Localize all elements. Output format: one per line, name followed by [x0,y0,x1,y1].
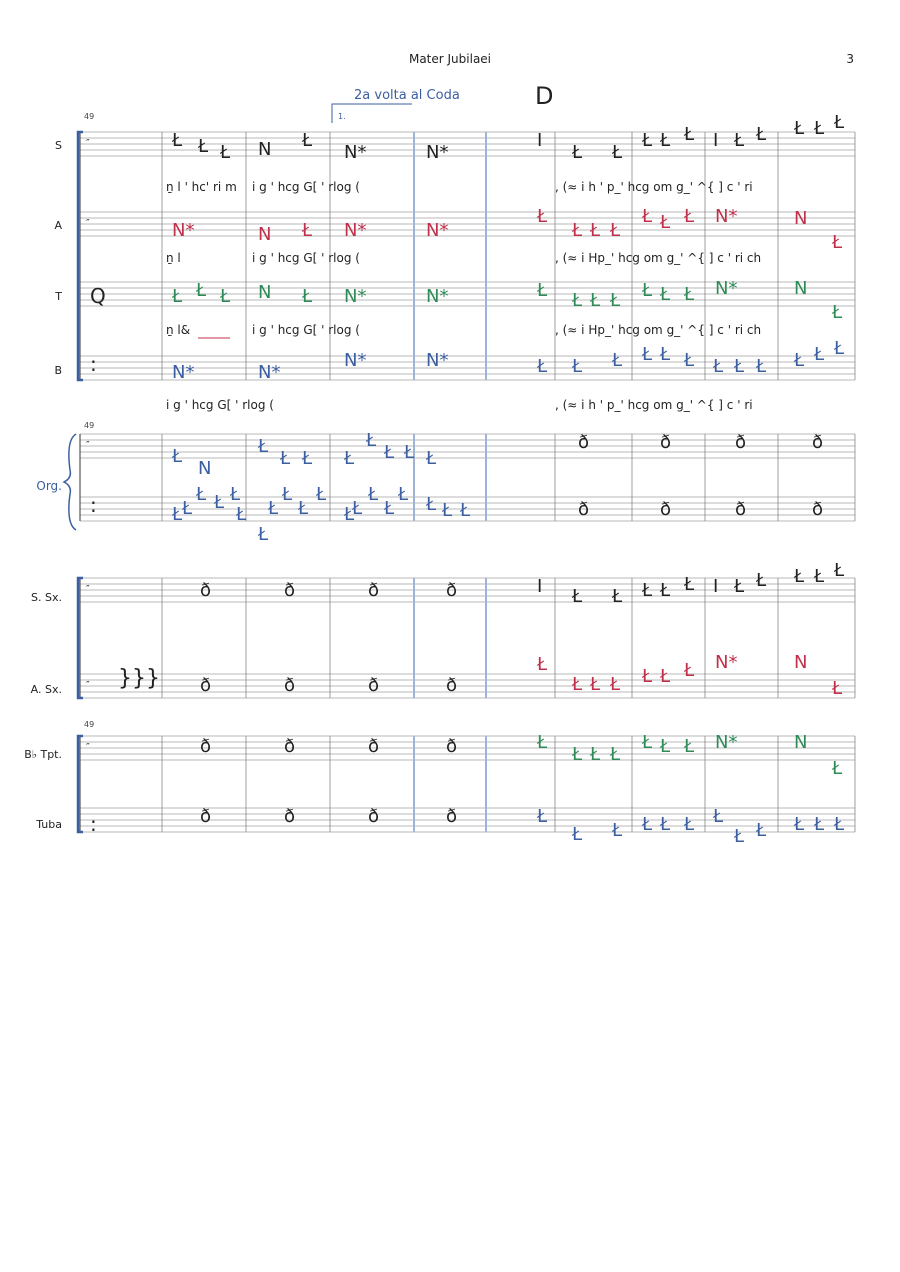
trumpet-note: Ł [610,744,621,765]
tenor-note: Ł [684,284,695,305]
tenor-note: N* [344,286,367,307]
organ-whole-note: ð [660,432,672,453]
tenor-note: Ł [572,290,583,311]
score-title: Mater Jubilaei [408,52,492,66]
organ-note: Ł [426,448,437,469]
organ-note: Ł [172,504,183,525]
soprano-note: Ł [684,124,695,145]
trumpet-note: Ł [684,736,695,757]
organ-note: Ł [214,492,225,513]
alto-sax-note: Ł [572,674,583,695]
bass-note: Ł [660,344,671,365]
organ-note: Ł [268,498,279,519]
lyric-bass-b: , (≈ i h ' p_' hcg om g_' ^{ ] c ' ri [555,398,753,412]
lyric-alto-b: i g ' hcg G[ ' rlog ( [252,251,360,265]
alto-note: N* [344,220,367,241]
organ-note: N [198,458,212,479]
lyric-alto-a: ṉ l [166,251,181,265]
staff-lines [80,132,855,832]
alto-note: N* [715,206,738,227]
organ-whole-note: ð [735,499,747,520]
tuba-note: Ł [660,814,671,835]
tenor-note: Ł [172,286,183,307]
trumpet-note: Ł [832,758,843,779]
soprano-note: Ł [198,136,209,157]
lyric-bass-a: i g ' hcg G[ ' rlog ( [166,398,274,412]
rest-whole-note: ð [284,580,296,601]
bass-clef-organ: : [90,493,97,517]
page-number: 3 [846,52,854,66]
organ-whole-note: ð [812,432,824,453]
trumpet-note: Ł [590,744,601,765]
soprano-note: Ł [220,142,231,163]
measure-number-brass: 49 [84,720,95,729]
organ-whole-note: ð [578,499,590,520]
bass-note: Ł [612,350,623,371]
soprano-sax-note: Ł [814,566,825,587]
organ-brace [64,434,76,530]
treble-clef: ″ [86,440,90,451]
tuba-note: Ł [537,806,548,827]
alto-sax-note: Ł [832,678,843,699]
lyric-soprano-c: , (≈ i h ' p_' hcg om g_' ^{ ] c ' ri [555,180,753,194]
tenor-clef: Q [90,284,106,308]
rest-whole-note: ð [368,806,380,827]
bass-note: Ł [642,344,653,365]
alto-note: Ł [660,212,671,233]
lyric-soprano-a: ṉ l ' hc' ri m [166,180,237,194]
alto-sax-note: Ł [660,666,671,687]
soprano-note: Ł [834,112,845,133]
bass-note: Ł [713,356,724,377]
instrument-label-soprano-sax: S. Sx. [31,591,62,604]
tenor-note: N [794,278,808,299]
instrument-label-alto: A [54,219,62,232]
bass-clef-tuba: : [90,812,97,836]
alto-note: Ł [537,206,548,227]
organ-note: Ł [426,494,437,515]
soprano-sax-note: I [713,576,719,597]
tenor-note: Ł [302,286,313,307]
trumpet-note: Ł [642,732,653,753]
organ-note: Ł [460,500,471,521]
soprano-note: N [258,139,272,160]
tuba-note: Ł [684,814,695,835]
alto-note: N [258,224,272,245]
soprano-note: Ł [572,142,583,163]
instrument-label-alto-sax: A. Sx. [30,683,62,696]
soprano-note: Ł [660,130,671,151]
tenor-note: Ł [590,290,601,311]
rest-whole-note: ð [200,580,212,601]
organ-note: Ł [302,448,313,469]
lyric-tenor-a: ṉ l& [166,323,191,337]
tenor-note: Ł [832,302,843,323]
bass-note: Ł [684,350,695,371]
soprano-note: Ł [302,130,313,151]
alto-sax-note: Ł [610,674,621,695]
organ-whole-note: ð [578,432,590,453]
soprano-note: Ł [814,118,825,139]
instrument-label-organ: Org. [36,479,62,493]
tuba-note: Ł [834,814,845,835]
alto-note: Ł [684,206,695,227]
bass-note: N* [258,362,281,383]
soprano-sax-note: I [537,576,543,597]
treble-clef: ″ [86,742,90,753]
tuba-note: Ł [756,820,767,841]
lyric-tenor-c: , (≈ i Hp_' hcg om g_' ^{ ] c ' ri ch [555,323,762,337]
instrument-label-bass: B [54,364,62,377]
alto-note: Ł [610,220,621,241]
treble-clef: ″ [86,218,90,229]
tuba-note: Ł [734,826,745,847]
rest-whole-note: ð [368,580,380,601]
alto-note: Ł [832,232,843,253]
rest-whole-note: ð [200,675,212,696]
organ-note: Ł [316,484,327,505]
organ-note: Ł [344,448,355,469]
bass-note: Ł [734,356,745,377]
instrument-label-tenor: T [55,290,62,303]
alto-note: Ł [302,220,313,241]
alto-note: N [794,208,808,229]
tuba-note: Ł [572,824,583,845]
instrument-label-soprano: S [55,139,62,152]
organ-whole-note: ð [812,499,824,520]
soprano-note: Ł [642,130,653,151]
treble-clef: ″ [86,680,90,691]
rest-whole-note: ð [200,736,212,757]
tuba-note: Ł [794,814,805,835]
bass-note: Ł [756,356,767,377]
soprano-sax-note: Ł [612,586,623,607]
rest-whole-note: ð [368,736,380,757]
bass-note: N* [172,362,195,383]
tenor-note: Ł [642,280,653,301]
treble-clef: ″ [86,138,90,149]
bass-clef-choir: : [90,352,97,376]
tuba-note: Ł [642,814,653,835]
trumpet-note: N [794,732,808,753]
rest-whole-note: ð [446,736,458,757]
soprano-sax-note: Ł [834,560,845,581]
organ-note: Ł [298,498,309,519]
trumpet-note: Ł [537,732,548,753]
tenor-note: N* [426,286,449,307]
bass-note: Ł [834,338,845,359]
alto-sax-key-signature: }}} [118,666,160,691]
instrument-label-tuba: Tuba [36,818,62,831]
alto-note: N* [426,220,449,241]
alto-note: Ł [642,206,653,227]
tenor-note: N* [715,278,738,299]
alto-note: Ł [572,220,583,241]
organ-note: Ł [344,504,355,525]
bass-note: Ł [537,356,548,377]
organ-note: Ł [398,484,409,505]
lyric-soprano-b: i g ' hcg G[ ' rlog ( [252,180,360,194]
rest-whole-note: ð [284,675,296,696]
soprano-note: N* [344,142,367,163]
organ-note: Ł [258,524,269,545]
tenor-note: Ł [196,280,207,301]
organ-note: Ł [352,498,363,519]
tenor-note: N [258,282,272,303]
instrument-label-trumpet: B♭ Tpt. [24,748,62,761]
lyric-tenor-b: i g ' hcg G[ ' rlog ( [252,323,360,337]
treble-clef: ″ [86,584,90,595]
bass-note: N* [344,350,367,371]
alto-note: Ł [590,220,601,241]
rest-whole-note: ð [446,806,458,827]
soprano-note: Ł [734,130,745,151]
bass-note: Ł [814,344,825,365]
tenor-note: Ł [220,286,231,307]
organ-note: Ł [172,446,183,467]
rest-whole-note: ð [200,806,212,827]
alto-sax-note: Ł [642,666,653,687]
organ-note: Ł [182,498,193,519]
tuba-note: Ł [713,806,724,827]
organ-note: Ł [236,504,247,525]
organ-note: Ł [384,498,395,519]
organ-note: Ł [196,484,207,505]
tenor-note: Ł [537,280,548,301]
soprano-note: Ł [756,124,767,145]
tenor-note: Ł [610,290,621,311]
alto-sax-note: N* [715,652,738,673]
organ-note: Ł [368,484,379,505]
bass-note: Ł [794,350,805,371]
notes [86,112,845,847]
bass-note: N* [426,350,449,371]
rehearsal-mark: D [535,82,554,110]
organ-note: Ł [282,484,293,505]
soprano-sax-note: Ł [794,566,805,587]
soprano-note: Ł [612,142,623,163]
barlines [80,132,855,832]
soprano-sax-note: Ł [660,580,671,601]
soprano-sax-note: Ł [572,586,583,607]
soprano-note: N* [426,142,449,163]
organ-note: Ł [258,436,269,457]
organ-note: Ł [280,448,291,469]
bass-note: Ł [572,356,583,377]
soprano-note: I [537,130,543,151]
volta-bracket-label: 1. [338,112,346,121]
organ-note: Ł [384,442,395,463]
soprano-sax-note: Ł [684,574,695,595]
soprano-note: Ł [794,118,805,139]
alto-sax-note: Ł [684,660,695,681]
organ-note: Ł [230,484,241,505]
alto-sax-note: Ł [537,654,548,675]
measure-number-choir: 49 [84,112,95,121]
measure-number-organ: 49 [84,421,95,430]
rest-whole-note: ð [446,580,458,601]
alto-sax-note: N [794,652,808,673]
soprano-note: I [713,130,719,151]
rest-whole-note: ð [368,675,380,696]
tuba-note: Ł [612,820,623,841]
volta-text: 2a volta al Coda [354,88,460,103]
lyric-alto-c: , (≈ i Hp_' hcg om g_' ^{ ] c ' ri ch [555,251,762,265]
trumpet-note: Ł [660,736,671,757]
organ-whole-note: ð [660,499,672,520]
soprano-note: Ł [172,130,183,151]
trumpet-note: Ł [572,744,583,765]
rest-whole-note: ð [284,736,296,757]
organ-note: Ł [404,442,415,463]
trumpet-note: N* [715,732,738,753]
tenor-note: Ł [660,284,671,305]
rest-whole-note: ð [446,675,458,696]
organ-note: Ł [366,430,377,451]
tuba-note: Ł [814,814,825,835]
rest-whole-note: ð [284,806,296,827]
organ-note: Ł [442,500,453,521]
soprano-sax-note: Ł [756,570,767,591]
soprano-sax-note: Ł [642,580,653,601]
alto-sax-note: Ł [590,674,601,695]
organ-whole-note: ð [735,432,747,453]
soprano-sax-note: Ł [734,576,745,597]
alto-note: N* [172,220,195,241]
